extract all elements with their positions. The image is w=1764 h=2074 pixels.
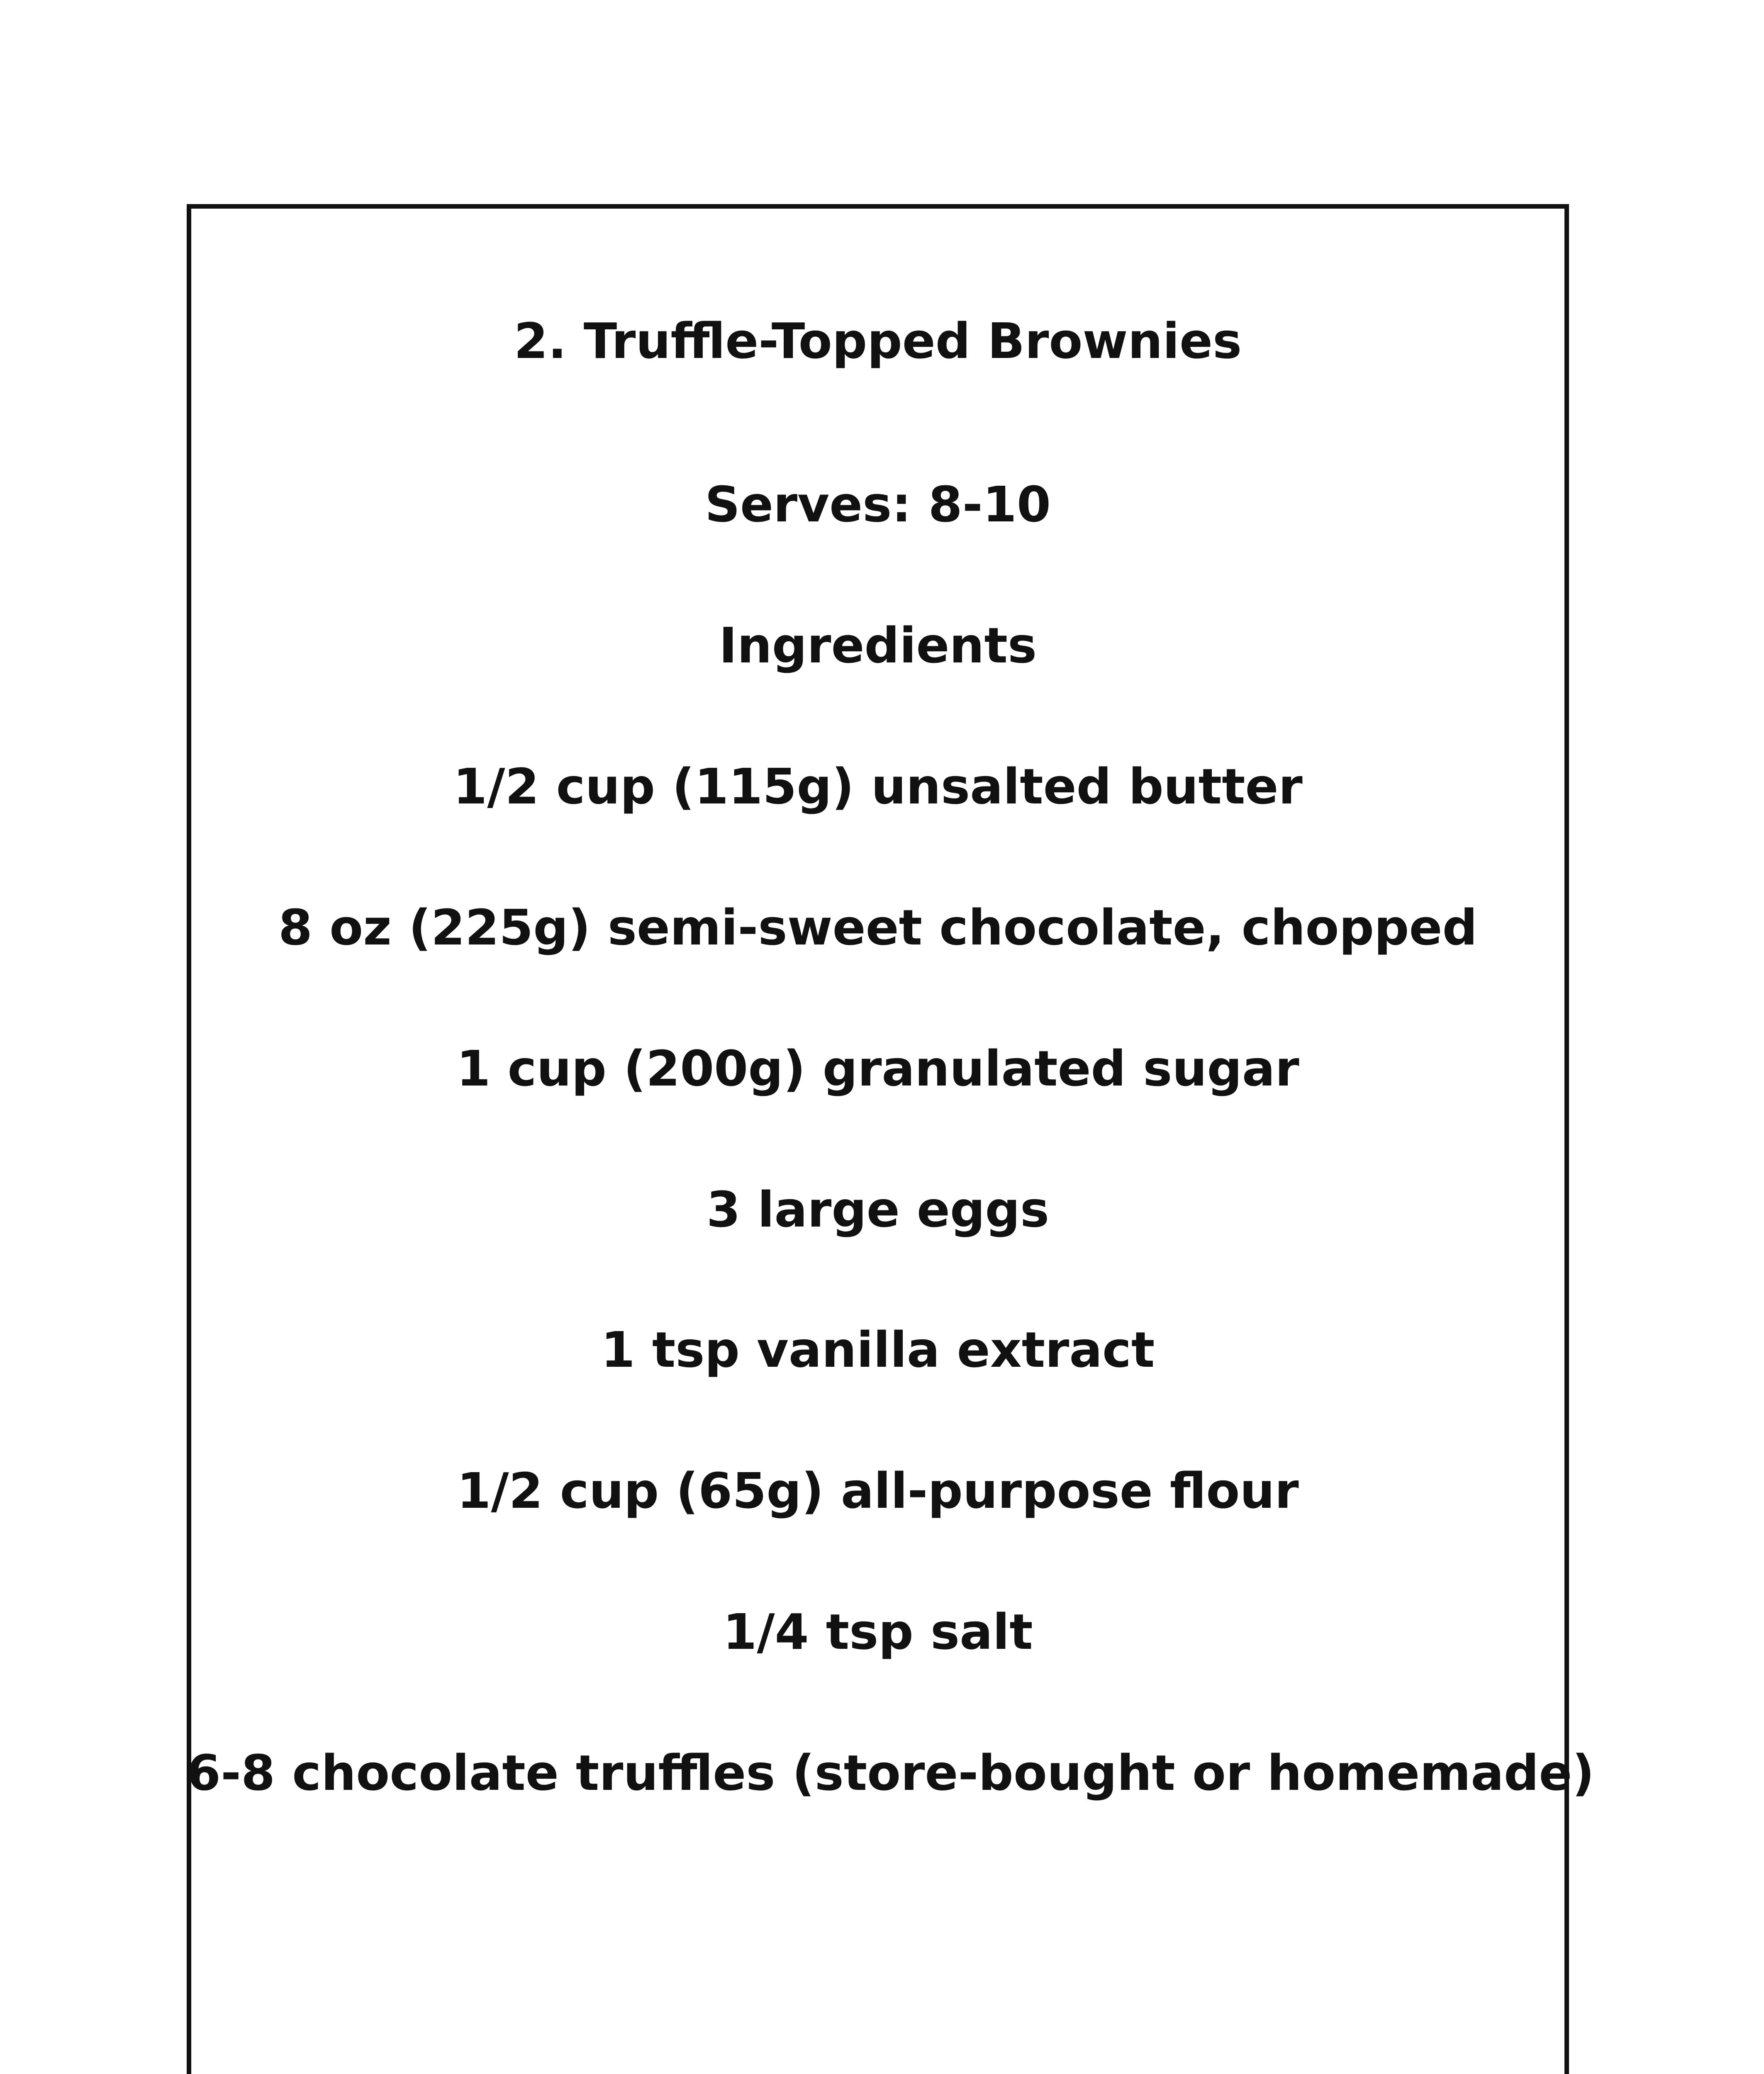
ingredient-item: 1/2 cup (115g) unsalted butter	[453, 758, 1303, 815]
ingredient-item: 8 oz (225g) semi-sweet chocolate, chopped	[278, 899, 1478, 956]
ingredient-item: 1/4 tsp salt	[723, 1603, 1033, 1660]
servings-label: Serves: 8-10	[705, 476, 1051, 533]
ingredient-item: 6-8 chocolate truffles (store-bought or homemade)	[187, 1744, 1595, 1801]
ingredient-item: 1/2 cup (65g) all-purpose flour	[457, 1462, 1299, 1519]
recipe-title: 2. Truffle-Topped Brownies	[514, 312, 1242, 370]
ingredient-item: 1 tsp vanilla extract	[601, 1321, 1155, 1378]
ingredients-heading: Ingredients	[719, 617, 1037, 674]
ingredient-item: 1 cup (200g) granulated sugar	[456, 1040, 1299, 1097]
ingredient-item: 3 large eggs	[706, 1181, 1050, 1238]
